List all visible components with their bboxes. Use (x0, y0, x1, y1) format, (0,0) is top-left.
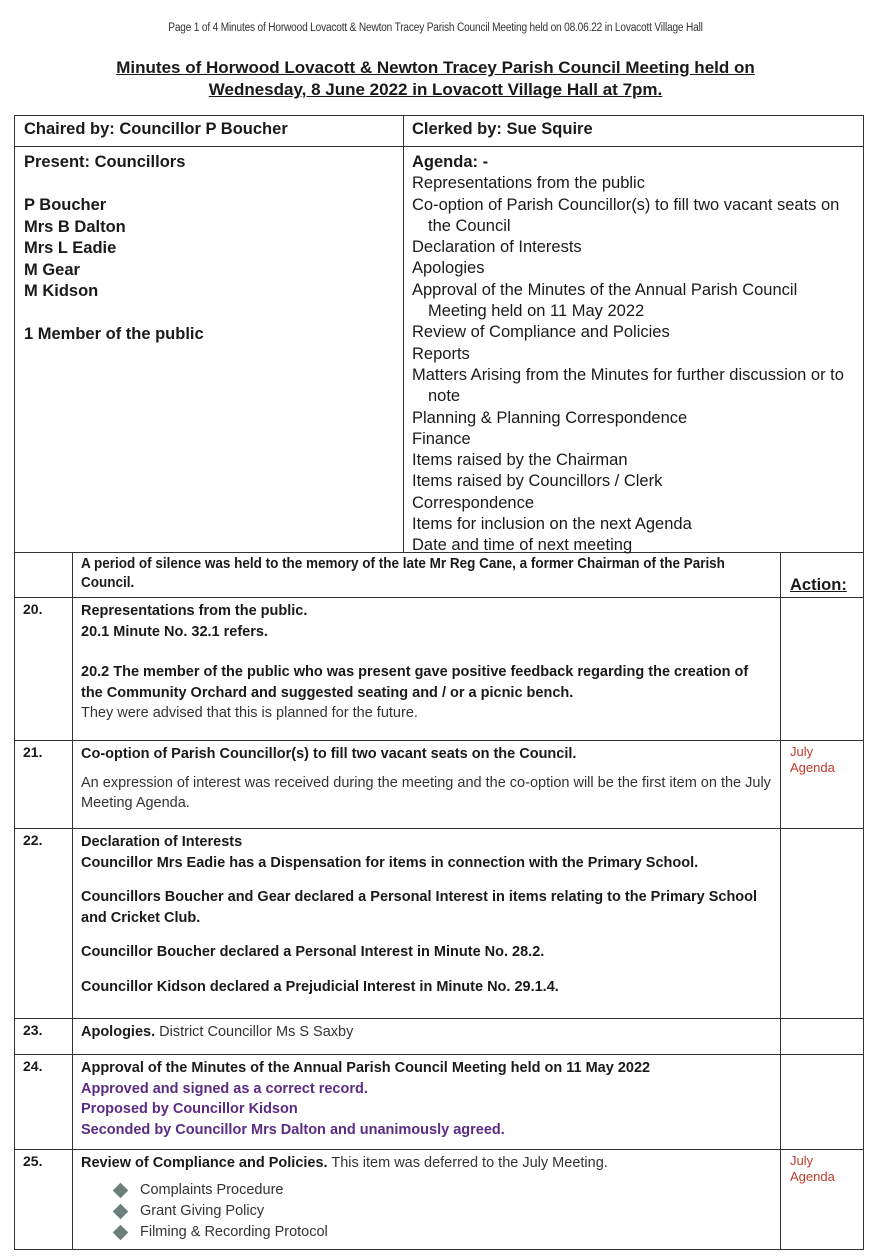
minute-title: Representations from the public. (81, 603, 308, 619)
minute-body (81, 601, 771, 724)
table-row (15, 598, 863, 741)
minute-text: Councillor Boucher declared a Personal Interest in Minute No. 28.2. (81, 944, 545, 960)
clerked-by: Clerked by: Sue Squire (412, 120, 593, 138)
minute-body (81, 744, 771, 814)
agenda-item: Date and time of next meeting (412, 536, 633, 555)
minute-title: Review of Compliance and Policies. (81, 1155, 328, 1171)
councillor-name: M Gear (24, 260, 80, 279)
action-column-header: Action: (790, 576, 847, 594)
minute-title: Approval of the Minutes of the Annual Parish Council Meeting held on 11 May 2022 (81, 1060, 651, 1076)
present-agenda-row (15, 147, 863, 555)
diamond-bullet-icon (113, 1224, 129, 1240)
minute-text: 20.1 Minute No. 32.1 refers. (81, 623, 268, 640)
list-item: Complaints Procedure (115, 1180, 771, 1201)
councillor-name: Mrs B Dalton (24, 217, 126, 236)
minute-title: Apologies. (81, 1024, 156, 1040)
present-list (24, 152, 394, 346)
minute-text: Councillor Kidson declared a Prejudicial Interest in Minute No. 29.1.4. (81, 978, 559, 995)
resolution-text: Proposed by Councillor Kidson (81, 1101, 298, 1117)
resolution-text: Approved and signed as a correct record. (81, 1080, 368, 1097)
title-line-1: Minutes of Horwood Lovacott & Newton Tracey Parish Council Meeting held on (116, 58, 755, 77)
minute-title: Declaration of Interests (81, 834, 243, 850)
agenda-item: Planning & Planning Correspondence (412, 408, 688, 427)
list-item: Filming & Recording Protocol (115, 1222, 771, 1243)
document-title (40, 57, 831, 101)
agenda-item: Approval of the Minutes of the Annual Parish Council Meeting held on 11 May 2022 (412, 280, 798, 321)
agenda-item: Representations from the public (412, 174, 645, 193)
minute-text: They were advised that this is planned for the future. (81, 705, 418, 721)
minutes-table (14, 553, 864, 1250)
agenda-item: Reports (412, 344, 470, 363)
diamond-bullet-icon (113, 1203, 129, 1219)
councillor-name: M Kidson (24, 282, 99, 300)
chaired-by: Chaired by: Councillor P Boucher (24, 120, 288, 138)
policy-list (115, 1180, 771, 1243)
minute-body (81, 1022, 771, 1043)
minute-text: An expression of interest was received during the meeting and the co-option will be the first item on the July Meeting Agenda. (81, 774, 771, 811)
present-heading: Present: Councillors (24, 153, 186, 171)
list-item: Grant Giving Policy (115, 1201, 771, 1222)
agenda-item: Matters Arising from the Minutes for further discussion or to note (412, 365, 844, 406)
action-note: July Agenda (790, 1153, 835, 1184)
table-row (15, 553, 863, 598)
minute-number: 21. (23, 744, 43, 760)
minute-body (81, 1153, 771, 1243)
agenda-item: Declaration of Interests (412, 238, 582, 257)
resolution-text: Seconded by Councillor Mrs Dalton and unanimously agreed. (81, 1121, 505, 1138)
agenda-item: Review of Compliance and Policies (412, 323, 670, 342)
minute-number: 22. (23, 832, 43, 848)
agenda-item: Apologies (412, 259, 485, 278)
minute-text: District Councillor Ms S Saxby (159, 1024, 354, 1040)
minute-text: This item was deferred to the July Meeting. (331, 1155, 608, 1171)
diamond-bullet-icon (113, 1182, 129, 1198)
councillor-name: P Boucher (24, 196, 107, 214)
table-row (15, 829, 863, 1019)
agenda-item: Co-option of Parish Councillor(s) to fill two vacant seats on the Council (412, 195, 840, 235)
agenda-item: Items for inclusion on the next Agenda (412, 515, 692, 534)
minute-number: 25. (23, 1153, 43, 1169)
table-row (15, 1019, 863, 1055)
minute-text: Councillors Boucher and Gear declared a Personal Interest in items relating to the Primary School and Cricket Club. (81, 889, 758, 926)
councillor-name: Mrs L Eadie (24, 239, 117, 257)
minute-body (81, 832, 771, 997)
minute-number: 24. (23, 1058, 43, 1074)
agenda-item: Finance (412, 429, 471, 448)
chair-clerk-row (15, 116, 863, 147)
page-header: Page 1 of 4 Minutes of Horwood Lovacott & Newton Tracey Parish Council Meeting held on 08.06.22 in Lovacott Village Hall (168, 22, 703, 34)
agenda-list (412, 152, 857, 557)
silence-text: A period of silence was held to the memory of the late Mr Reg Cane, a former Chairman of the Parish Council. (81, 556, 725, 591)
agenda-item: Correspondence (412, 493, 534, 512)
minute-text: 20.2 The member of the public who was present gave positive feedback regarding the creation of the Community Orchard and suggested seating and / or a picnic bench. (81, 664, 749, 701)
minute-number: 23. (23, 1022, 43, 1038)
agenda-item: Items raised by the Chairman (412, 451, 628, 470)
minute-title: Co-option of Parish Councillor(s) to fill two vacant seats on the Council. (81, 746, 577, 762)
table-row (15, 741, 863, 829)
agenda-item: Items raised by Councillors / Clerk (412, 472, 663, 491)
minute-number: 20. (23, 601, 43, 617)
title-line-2: Wednesday, 8 June 2022 in Lovacott Village Hall at 7pm. (208, 80, 663, 99)
action-note: July Agenda (790, 744, 835, 775)
minute-text: Councillor Mrs Eadie has a Dispensation for items in connection with the Primary School. (81, 854, 699, 871)
table-row (15, 1055, 863, 1150)
attendance-agenda-table (14, 115, 864, 553)
public-attendance: 1 Member of the public (24, 325, 204, 343)
table-row (15, 1150, 863, 1250)
minute-body (81, 1058, 771, 1140)
agenda-heading: Agenda: - (412, 153, 489, 171)
